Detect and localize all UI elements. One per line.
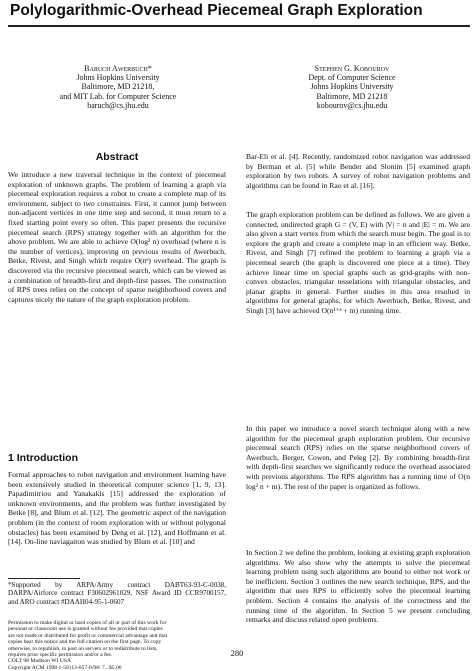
page-number: 280 [230,648,244,658]
permission-line: otherwise, to republish, to post on servers or to redistribute to lists, [8,645,158,652]
footnote: *Supported by ARPA/Army contract DABT63-93-C-0038, DARPA/Airforce contract F30602961029, NSF Award ID CCR9700157, and ARO contract #DAAH04-95-1-0607 [8,581,226,606]
introduction-body [8,470,226,547]
right-column-paragraph-2 [246,210,470,316]
author-affiliation: Johns Hopkins University [310,82,394,92]
paragraph-text: In this paper we introduce a novel search technique along with a new algorithm for the piecemeal graph exploration problem. Our recursive piecemeal search (RPS) relies on the sparse neighborhood covers of Awerbuch, Berger, Cowen, and Peleg [2]. By combining breadth-first with depth-first searches we significantly reduce the overhead associated with previous algorithms. The RPS algorithm has a running time of O(n log² n + m). The rest of the paper is organized as follows. [246,424,470,491]
permission-notice [8,620,226,671]
author-affiliation: and MIT Lab. for Computer Science [59,91,177,101]
permission-line: are not made or distributed for profit or commercial advantage and that [8,632,168,639]
abstract-body [8,170,226,304]
author-affiliation: Johns Hopkins University [76,73,160,83]
title-rule [8,25,470,27]
author-affiliation: Baltimore, MD 21218, [81,82,155,92]
permission-line: Permission to make digital or hard copies of all or part of this work for [8,620,167,626]
author-name: Baruch Awerbuch* [84,64,152,73]
right-column-paragraph-4 [246,548,470,625]
right-column-paragraph-1 [246,152,470,190]
author-affiliation: Baltimore, MD 21218 [316,91,388,101]
author-email: kobourov@cs.jhu.edu [316,100,388,110]
author-block-1 [28,64,208,110]
paper-title: Polylogarithmic-Overhead Piecemeal Graph Exploration [10,2,423,19]
right-column-paragraph-3 [246,424,470,491]
paragraph-text: In Section 2 we define the problem, looking at existing graph exploration algorithms. We also show why the attempts to solve the piecemeal learning problem using such algorithms are bound to either not work or be inefficient. Section 3 outlines the new search technique, RPS, and the algorithm that uses RPS to efficiently solve the piecemeal learning problem. Section 4 contains the analysis of the correctness and the running time of the algorithm. In Section 5 we present concluding remarks and discuss related open problems. [246,548,470,625]
permission-line: copies bear this notice and the full citation on the first page. To copy [8,639,162,646]
author-name: Stephen G. Kobourov [314,64,390,73]
author-block-2 [272,64,432,110]
permission-line: COLT 98 Madison WI USA [8,658,71,665]
abstract-heading: Abstract [95,151,139,163]
permission-line: personal or classroom use is granted without fee provided that copies [8,626,163,633]
author-email: baruch@cs.jhu.edu [87,100,149,110]
author-affiliation: Dept. of Computer Science [308,73,396,83]
section-heading-introduction: 1 Introduction [8,452,78,464]
introduction-text: Formal approaches to robot navigation and environment learning have been extensively studied in theoretical computer science [1, 9, 13]. Papadimitriou and Yanakakis [15] addressed the exploration of unknown environments, and the problem was further investigated by Betke [8], and Blum et al. [12]. The geometric aspect of the navigation problem (in the context of room exploration with or without polygonal obstacles) has been examined by Deng et al. [12], and Hoffmann et al. [14]. On-line naviagaiton was studied by Blum et al. [10] and [8,470,226,547]
footnote-rule [8,578,80,579]
abstract-text: We introduce a new traversal technique in the context of piecemeal exploration of unknown graphs. The problem of learning a graph via piecemeal exploration requires a robot to create a complete map of its environment, subject to two constraints. First, it cannot jump between non-adjacent vertices in one time step and second, it must return to a fixed starting point every so often. This paper presents the recursive piecemeal search (RPS) strategy together with an algorithm for the above problem. We are able to achieve O(log² n) overhead (where n is the number of vertices), improving on previous results of Awerbuch, Betke, Rivest, and Singh which require O(nᵉ) overhead. The graph is discovered via the recursive piecemeal search, which can be viewed as a combination of breadth-first and depth-first passes. The construction of RPS trees relies on the concept of sparse neighborhood covers and captures nicely the nature of the graph exploration problem. [8,170,226,304]
paragraph-text: The graph exploration problem can be defined as follows. We are given a connected, undirected graph G = (V, E) with |V| = n and |E| = m. We are also given a start vertex from which the search must begin. The goal is to explore the graph and create a complete map in an efficient way. Betke, Rivest, and Singh [7] refined the problem to learning a graph via a piecemeal search (the graph is discovered one piece at a time). They achieve linear time on special graphs such as grid-graphs with non-convex obstacles, triangular tesselations with triangular obstacles, and planar graphs in general. Further studies in this area resulted in algorithms for general graphs, for which Awerbuch, Betke, Rivest, and Singh [3] have achieved O(n¹⁺ᵉ + m) running time. [246,210,470,315]
paragraph-text: Bar-Eli et al. [4]. Recently, randomized robot navigation was addressed by Berman et al. [5] while Bender and Slonim [5] examined graph exploration by two robots. A survey of robot navigation problems and algorithms can be found in Rao et al. [16]. [246,152,470,190]
permission-line: Copyright ACM 1998 1-58113-057-0/98/ 7...$5.00 [8,664,122,671]
permission-line: requires prior specific permission and/or a fee. [8,652,113,659]
